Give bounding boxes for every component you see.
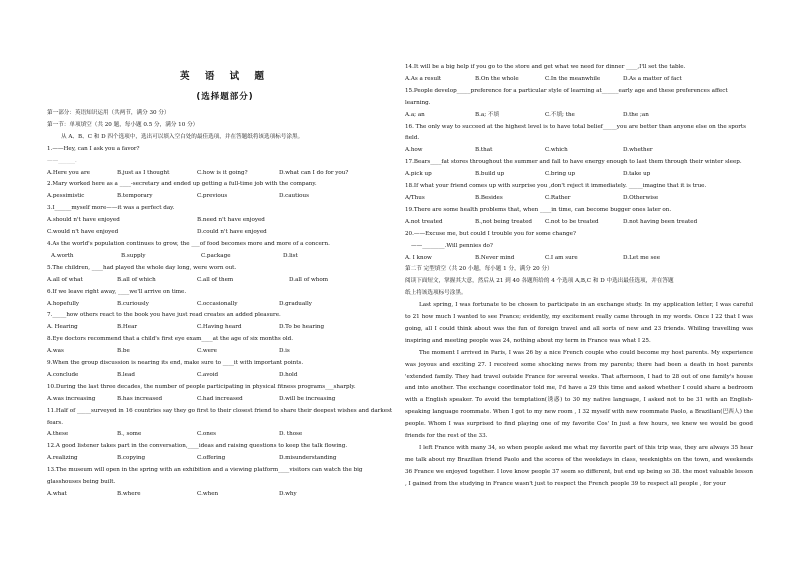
passage-paragraph-1: Last spring, I was fortunate to be chosen to participate in an exchange study. In my application letter, I was careful to 21 how much I wanted to see France; evidently, my excitement really came through in my words. Once I 22 that I was going, all I could think about was the fun of foreign travel and all sorts of new and 23 friends. Whiling travelling was inspiring and meeting people was 24, nothing about my term in France was what I 25. <box>405 302 753 344</box>
option[interactable]: B.copying <box>117 455 146 462</box>
question-8-options <box>47 346 389 358</box>
option[interactable]: B.all of which <box>117 276 156 283</box>
section-2-instructions: 阅读下面短文，掌握其大意，然后从 21 到 40 各题所给的 4 个选项 A,B,C 和 D 中选出最佳选项，并在答题 <box>405 278 674 285</box>
option[interactable]: A.not treated <box>405 218 443 225</box>
question-3-options <box>47 215 389 227</box>
option[interactable]: A.all of what <box>47 276 83 283</box>
option[interactable]: B.,not being treated <box>475 218 533 225</box>
option[interactable]: B.just as I thought <box>117 169 170 176</box>
option[interactable]: C.how is it going? <box>197 169 248 176</box>
option[interactable]: D.take up <box>623 171 651 178</box>
question-1-blank: ——______. <box>47 157 77 164</box>
option[interactable]: D.gradually <box>279 300 312 307</box>
question-18-options <box>405 193 753 205</box>
question-11-options <box>47 429 389 441</box>
question-9-options <box>47 370 389 382</box>
option[interactable]: B.temporary <box>117 193 153 200</box>
option[interactable]: D. those <box>279 431 303 438</box>
question-19: 19.There are some health problems that, when ____in time, can become bugger ones later on. <box>405 206 672 213</box>
question-1: 1.——Hey, can I ask you a favor? <box>47 145 140 152</box>
option[interactable]: D.not having been treated <box>623 218 698 225</box>
question-11-cont: fears. <box>47 419 64 426</box>
section-2-heading: 第二节 完型填空（共 20 小题，每小题 1 分，满分 20 分） <box>405 266 553 273</box>
question-18: 18.If what your friend comes up with surprise you ,don't reject it immediately. _____imagine that it is true. <box>405 183 707 190</box>
option[interactable]: C.when <box>197 491 219 497</box>
question-2-options <box>47 191 389 203</box>
question-14: 14.It will be a big help if you go to the store and get what we need for dinner ____,I'll set the table. <box>405 64 686 70</box>
section-2-instructions-cont: 纸上将该选项标号涂黑。 <box>405 290 467 297</box>
question-1-options <box>47 168 389 180</box>
option[interactable]: C.bring up <box>545 171 576 178</box>
question-7-options <box>47 322 389 334</box>
passage-paragraph-2: The moment I arrived in Paris, I was 26 by a nice French couple who could become my host parents. My experience was joyous and exciting 27. I received some shocking news from my parents; there had been a death in host parents 'extended family. They had travel outside France for several weeks. That afternoon, I had to 28 out of one family's house and into another. The exchange coordinator told me, I'd have a 29 this time and asked whether I could share a bedroom with a English speaker. To avoid the temptation(诱惑) to 30 my native language, I asked not to be 31 with an English-speaking language roommate. When I got to my new room , I 32 myself with new roommate Paolo, a Brazilian(巴西人) the people. Whom I was surprised to find playing one of my favorite Cos' In just a few hours, we knew we would be good friends for the rest of the 33. <box>405 349 753 440</box>
option[interactable]: C.不填; the <box>545 111 575 118</box>
option[interactable]: B.a; 不填 <box>475 111 500 118</box>
option[interactable]: A.worth <box>51 252 74 259</box>
question-4-options <box>47 251 389 263</box>
option[interactable]: B.Besides <box>475 194 503 201</box>
question-17: 17.Bears____fat stores throughout the summer and fall to have energy enough to last them through their winter sleep. <box>405 159 742 166</box>
option[interactable]: D.all of whom <box>289 276 329 283</box>
option[interactable]: C.package <box>201 252 231 259</box>
option[interactable]: A.pessimistic <box>47 193 85 200</box>
option[interactable]: D.could n't have enjoyed <box>197 229 267 236</box>
question-16-cont: field. <box>405 135 420 142</box>
question-14-options <box>405 74 753 86</box>
page-title: 英 语 试 题 <box>180 71 270 82</box>
option[interactable]: A.was <box>47 348 64 355</box>
option[interactable]: C.would n't have enjoyed <box>47 229 119 236</box>
option[interactable]: B., some <box>117 431 142 438</box>
option[interactable]: D.To be hearing <box>279 324 325 331</box>
option[interactable]: B.be <box>117 348 130 355</box>
option[interactable]: C.ones <box>197 431 217 438</box>
option[interactable]: C.previous <box>197 193 228 200</box>
option[interactable]: B.has increased <box>117 395 163 402</box>
option[interactable]: A.a; an <box>405 111 425 118</box>
option[interactable]: D.misunderstanding <box>279 455 337 462</box>
option[interactable]: C.offering <box>197 455 226 462</box>
option[interactable]: A.how <box>405 147 423 154</box>
option[interactable]: D.is <box>279 348 290 355</box>
option[interactable]: D.Let me see <box>623 254 660 261</box>
section-heading: 第一节：单项填空（共 20 题，每小题 0.5 分，满分 10 分） <box>47 121 199 128</box>
question-6: 6.If we leave right away, ____we'll arrive on time. <box>47 288 187 295</box>
question-15: 15.People develop_____preference for a particular style of learning at______early age and these preferences affect <box>405 87 728 94</box>
option[interactable]: A/Thus <box>405 194 425 201</box>
option[interactable]: D.the ;an <box>623 111 649 118</box>
option[interactable]: C.In the meanwhile <box>545 75 601 82</box>
option[interactable]: C.I am sure <box>545 254 578 261</box>
option[interactable]: A. I know <box>405 254 432 261</box>
question-10-options <box>47 394 389 406</box>
question-20-options <box>405 253 753 265</box>
option[interactable]: B.curiously <box>117 300 149 307</box>
option[interactable]: C.not to be treated <box>545 218 599 225</box>
question-4: 4.As the world's population continues to grow, the ___of food becomes more and more of a concern. <box>47 240 330 247</box>
option[interactable]: A.Here you are <box>47 169 90 176</box>
question-16: 16. The only way to succeed at the highest level is to have total belief_____you are better than anyone else on the sports <box>405 123 747 130</box>
option[interactable]: B.On the whole <box>475 75 519 82</box>
option[interactable]: B.Hear <box>117 324 138 331</box>
question-13-cont: glasshouses being built. <box>47 479 116 486</box>
option[interactable]: B.build up <box>475 171 505 178</box>
option[interactable]: B.where <box>117 491 141 497</box>
part-heading: 第一部分：英语知识运用（共两节，满分 30 分） <box>47 110 170 116</box>
option[interactable]: C.all of them <box>197 276 234 283</box>
question-6-options <box>47 299 389 311</box>
option[interactable]: B.lead <box>117 371 135 378</box>
question-20: 20.——Excuse me, but could I trouble you for some change? <box>405 230 576 237</box>
question-19-options <box>405 217 753 229</box>
question-12-options <box>47 453 389 465</box>
left-column <box>47 108 393 501</box>
question-11: 11.Half of _____surveyed in 16 countries say they go first to their closest friend to share their deepest wishes and darkest <box>47 407 393 414</box>
section-instructions: 从 A、B、C 和 D 四个选项中，选出可以填入空白处的最佳选项，并在答题纸将该选项标号涂黑。 <box>61 133 304 140</box>
option[interactable]: D.what can I do for you? <box>279 169 349 176</box>
option[interactable]: C.Rather <box>545 194 571 201</box>
option[interactable]: D.hold <box>279 371 298 378</box>
option[interactable]: C.were <box>197 348 217 355</box>
option[interactable]: D.cautious <box>279 193 310 200</box>
question-7: 7._____how others react to the book you have just read creates an added pleasure. <box>47 312 281 319</box>
option[interactable]: D.As a matter of fact <box>623 75 682 82</box>
question-10: 10.During the last three decades, the number of people participating in physical fitness programs___sharply. <box>47 383 356 390</box>
page-subtitle: (选择题部分) <box>196 92 254 102</box>
option[interactable]: C.had increased <box>197 395 243 402</box>
option[interactable]: C.occasionally <box>197 300 238 307</box>
option[interactable]: B.that <box>475 147 493 154</box>
option[interactable]: D.why <box>279 491 297 497</box>
option[interactable]: D.list <box>283 252 298 259</box>
option[interactable]: C.avoid <box>197 371 219 378</box>
passage-paragraph-3: I left France with many 34, so when people asked me what my favorite part of this trip was, they are always 35 hear me talk about my Brazilian friend Paolo and the scores of the weekdays in class, weeknights on the town, and weekends 36 France we enjoyed together. I love know people 37 seem so different, but end up being so 38. the most valuable lesson , I gained from the studying in France wasn't just to respect the French people 39 to respect all people , for your <box>405 445 753 487</box>
question-13: 13.The museum will open in the spring with an exhibition and a viewing platform____visitors can watch the big <box>47 467 363 474</box>
option[interactable]: A.hopefully <box>47 300 80 307</box>
option[interactable]: A.pick up <box>405 171 432 178</box>
question-9: 9.When the group discussion is nearing its end, make sure to ____it with important points. <box>47 360 304 367</box>
option[interactable]: A.was increasing <box>47 395 96 402</box>
option[interactable]: A.realizing <box>47 455 78 462</box>
option[interactable]: D.Otherwise <box>623 194 659 201</box>
option[interactable]: A.As a result <box>405 75 442 82</box>
option[interactable]: B.Never mind <box>475 254 515 261</box>
option[interactable]: D.will be increasing <box>279 395 336 402</box>
question-15-cont: learning. <box>405 99 431 106</box>
option[interactable]: B.supply <box>121 252 146 259</box>
option[interactable]: A. Hearing <box>47 324 78 331</box>
question-20-cont: ——________.Will pennies do? <box>411 242 493 249</box>
question-16-options <box>405 145 753 157</box>
question-8: 8.Eye doctors recommend that a child's first eye exam____at the age of six months old. <box>47 336 294 343</box>
question-5: 5.The children, ____had played the whole day long, were worn out. <box>47 264 237 271</box>
question-3-options-2 <box>47 227 389 239</box>
question-3: 3.I______myself more——it was a perfect day. <box>47 205 175 212</box>
right-column <box>405 62 753 487</box>
question-17-options <box>405 169 753 181</box>
option[interactable]: A.conclude <box>47 371 79 378</box>
question-15-options <box>405 110 753 122</box>
option[interactable]: C.Having heard <box>197 324 242 331</box>
option[interactable]: C.which <box>545 147 568 154</box>
option[interactable]: B.need n't have enjoyed <box>197 217 265 224</box>
option[interactable]: A.these <box>47 431 69 438</box>
question-12: 12.A good listener takes part in the conversation,____ideas and raising questions to keep the talk flowing. <box>47 443 348 450</box>
question-5-options <box>47 275 389 287</box>
option[interactable]: D.whether <box>623 147 653 154</box>
option[interactable]: A.should n't have enjoyed <box>47 217 120 224</box>
question-2: 2.Mary worked here as a ____-secretary and ended up getting a full-time job with the company. <box>47 181 317 188</box>
option[interactable]: A.what <box>47 491 67 497</box>
question-13-options <box>47 489 389 501</box>
